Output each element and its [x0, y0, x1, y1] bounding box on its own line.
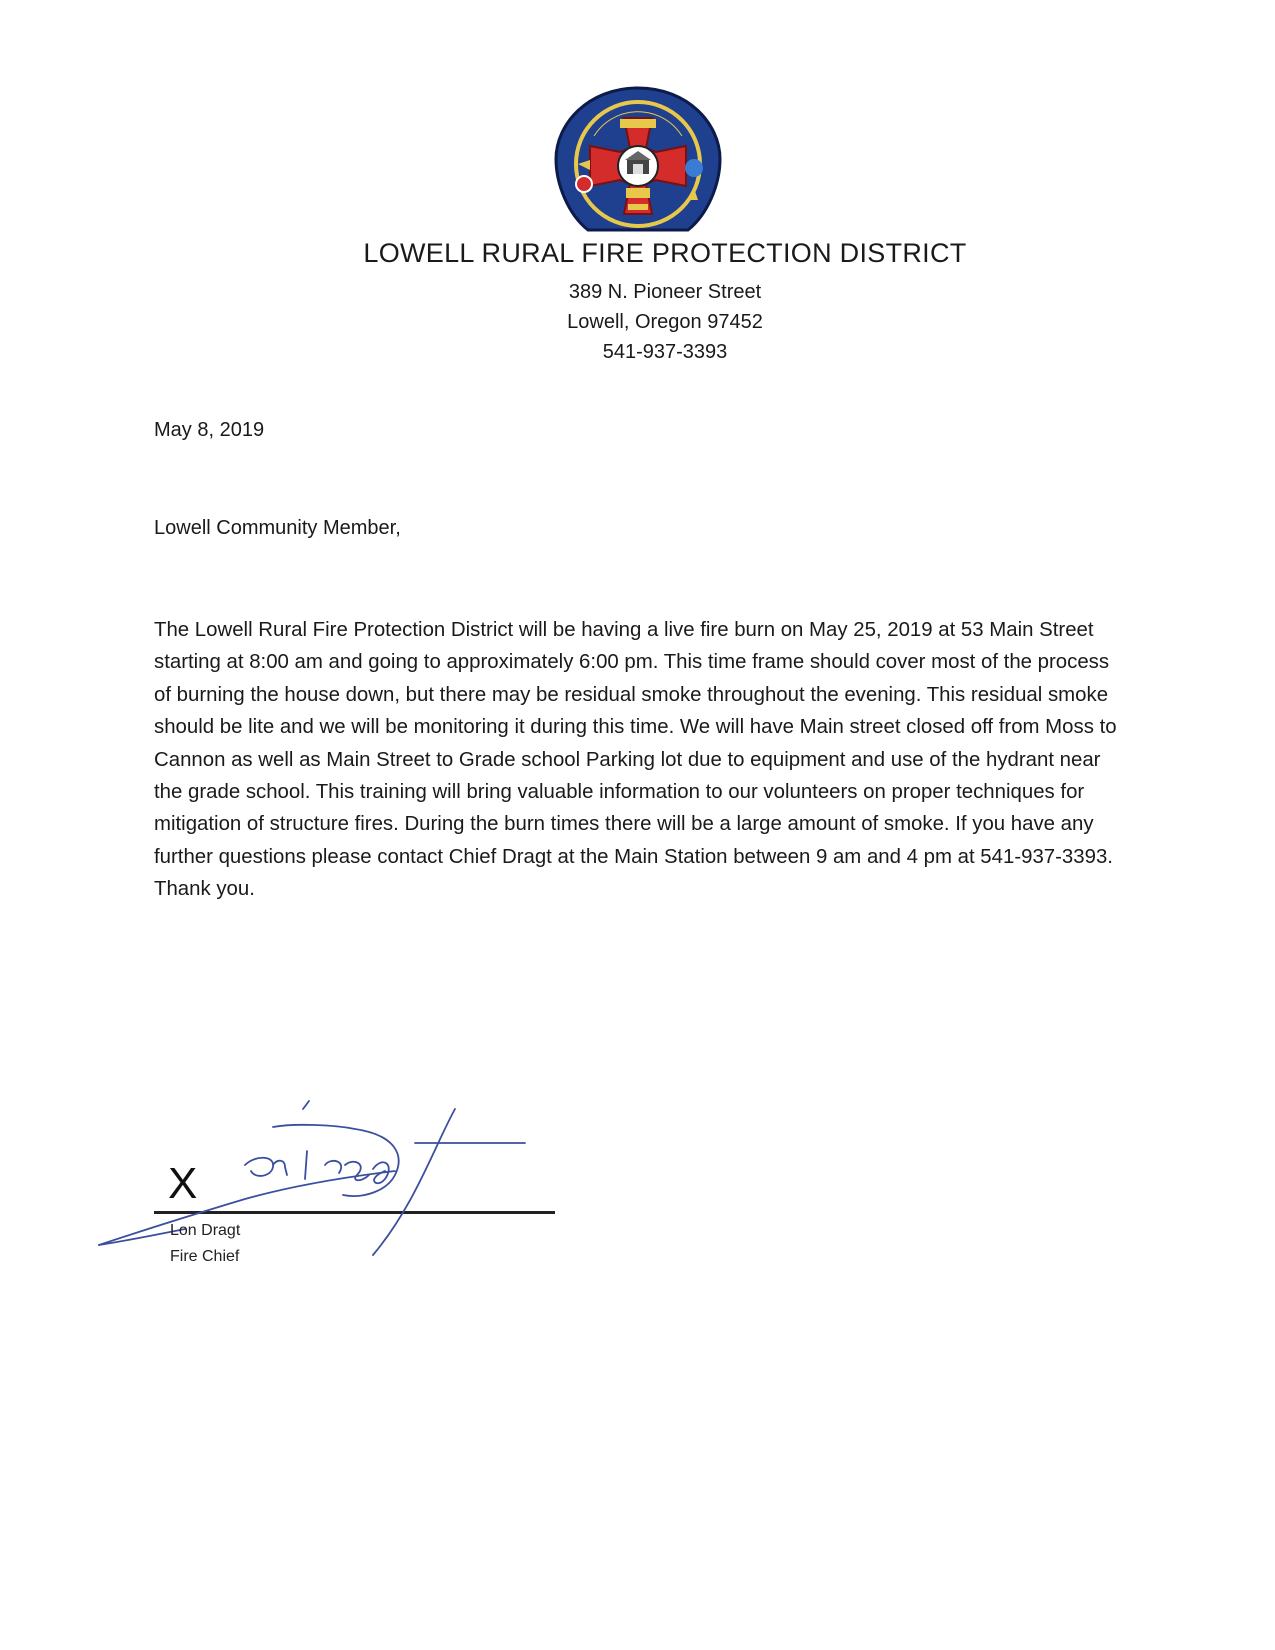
- letter-date: May 8, 2019: [154, 419, 265, 441]
- fire-district-logo-icon: [548, 84, 728, 234]
- organization-name: LOWELL RURAL FIRE PROTECTION DISTRICT: [363, 238, 967, 268]
- city-state-zip: Lowell, Oregon 97452: [567, 311, 763, 333]
- street-address: 389 N. Pioneer Street: [568, 281, 762, 303]
- signer-name: Lon Dragt: [170, 1222, 241, 1239]
- phone-number: 541-937-3393: [602, 341, 728, 363]
- signature-mark: X: [168, 1159, 198, 1208]
- handwritten-signature-icon: [95, 1095, 575, 1265]
- salutation: Lowell Community Member,: [154, 517, 401, 539]
- signer-title: Fire Chief: [170, 1248, 240, 1265]
- letter-body: The Lowell Rural Fire Protection District will be having a live fire burn on May 25, 2019 at 53 Main Street starting at 8:00 am and going to approximately 6:00 pm. This time frame should cover most of the process of burning the house down, but there may be residual smoke throughout the evening. This residual smoke should be lite and we will be monitoring it during this time. We will have Main street closed off from Moss to Cannon as well as Main Street to Grade school Parking lot due to equipment and use of the hydrant near the grade school. This training will bring valuable information to our volunteers on proper techniques for mitigation of structure fires. During the burn times there will be a large amount of smoke. If you have any further questions please contact Chief Dragt at the Main Station between 9 am and 4 pm at 541-937-3393. Thank you.: [154, 619, 1117, 901]
